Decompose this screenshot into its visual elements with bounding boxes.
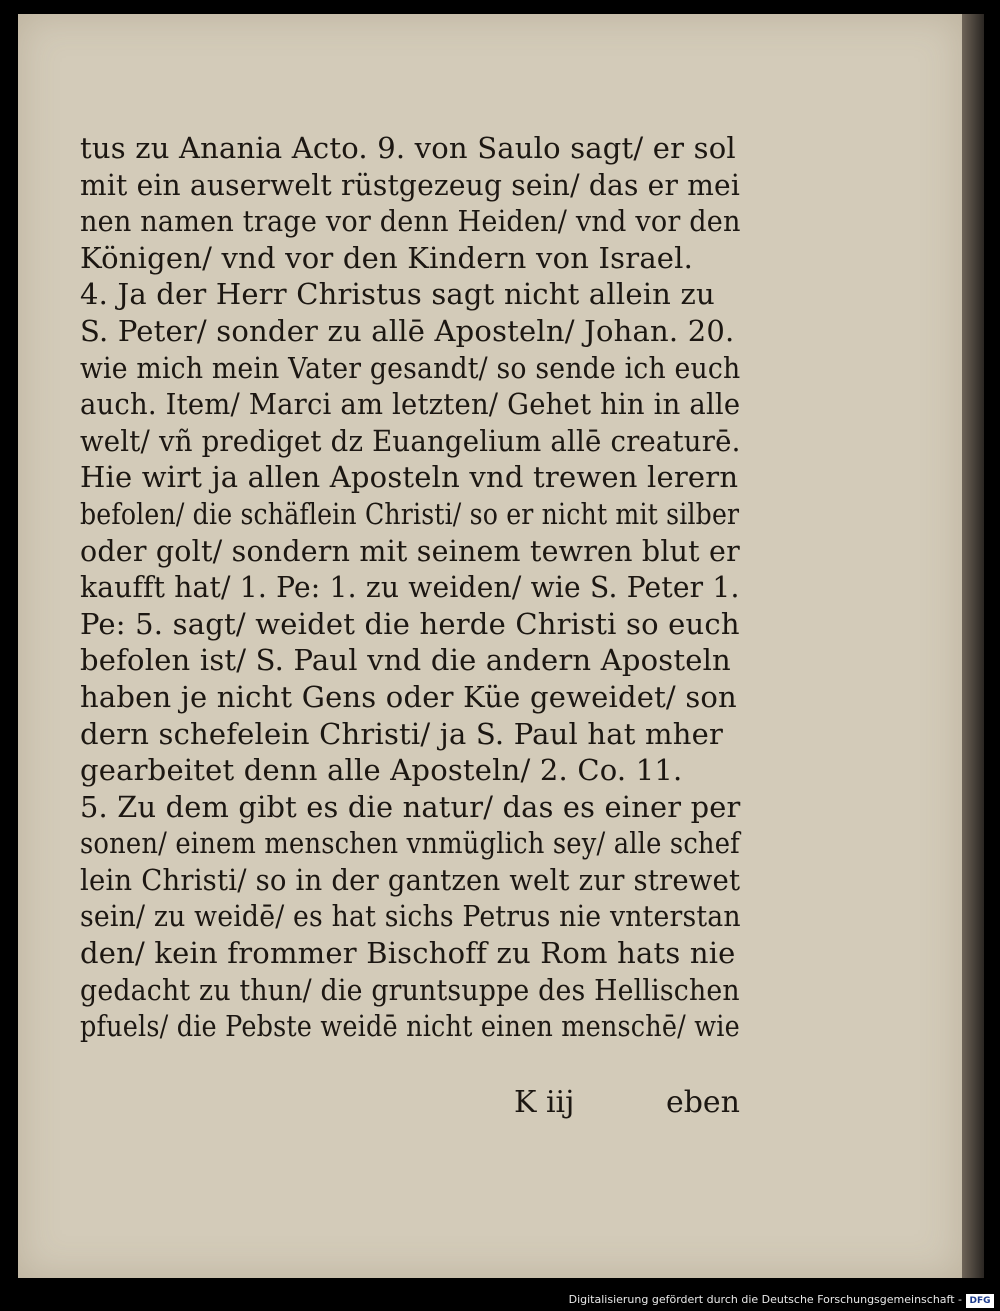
text-line: lein Christi/ so in der gantzen welt zur strewet xyxy=(80,862,741,897)
page-foot xyxy=(80,1085,740,1125)
digitization-footer xyxy=(0,1292,1000,1311)
text-line: befolen ist/ S. Paul vnd die andern Aposteln xyxy=(80,643,731,678)
text-line: tus zu Anania Acto. 9. von Saulo sagt/ er sol xyxy=(80,131,736,165)
text-line: wie mich mein Vater gesandt/ so sende ich euch xyxy=(80,350,741,385)
text-line: Pe: 5. sagt/ weidet die herde Christi so euch xyxy=(80,606,740,641)
text-line: dern schefelein Christi/ ja S. Paul hat mher xyxy=(80,716,724,751)
signature-mark: K iij xyxy=(514,1085,575,1120)
text-line: mit ein auserwelt rüstgezeug sein/ das er mei xyxy=(80,167,740,202)
text-line: nen namen trage vor denn Heiden/ vnd vor den xyxy=(80,204,741,239)
text-line: befolen/ die schäflein Christi/ so er nicht mit silber xyxy=(80,496,740,531)
text-line: Königen/ vnd vor den Kindern von Israel. xyxy=(80,240,694,275)
text-line: Hie wirt ja allen Aposteln vnd trewen lerern xyxy=(80,460,739,495)
page-text xyxy=(80,130,740,1045)
text-line: gearbeitet denn alle Aposteln/ 2. Co. 11. xyxy=(80,753,683,788)
text-line: haben je nicht Gens oder Küe geweidet/ son xyxy=(80,679,737,714)
text-line: sein/ zu weidē/ es hat sichs Petrus nie vnterstan xyxy=(80,899,741,934)
text-line: S. Peter/ sonder zu allē Aposteln/ Johan. 20. xyxy=(80,313,735,348)
text-line: sonen/ einem menschen vnmüglich sey/ alle schef xyxy=(80,826,740,861)
text-line: kaufft hat/ 1. Pe: 1. zu weiden/ wie S. Peter 1. xyxy=(80,570,740,605)
text-line: 5. Zu dem gibt es die natur/ das es einer per xyxy=(80,789,741,824)
text-line: den/ kein frommer Bischoff zu Rom hats nie xyxy=(80,936,736,971)
funding-credit: Digitalisierung gefördert durch die Deutsche Forschungsgemeinschaft - xyxy=(568,1293,962,1306)
text-line: oder golt/ sondern mit seinem tewren blut er xyxy=(80,533,740,568)
page-edge xyxy=(962,14,984,1278)
dfg-logo: DFG xyxy=(966,1294,994,1308)
text-line: welt/ vñ prediget dz Euangelium allē creaturē. xyxy=(80,423,741,458)
catchword: eben xyxy=(665,1085,740,1120)
text-line: gedacht zu thun/ die gruntsuppe des Hellischen xyxy=(80,972,740,1007)
text-line: 4. Ja der Herr Christus sagt nicht allein zu xyxy=(80,277,715,312)
text-line: auch. Item/ Marci am letzten/ Gehet hin in alle xyxy=(80,387,741,422)
text-line: pfuels/ die Pebste weidē nicht einen menschē/ wie xyxy=(80,1009,740,1044)
